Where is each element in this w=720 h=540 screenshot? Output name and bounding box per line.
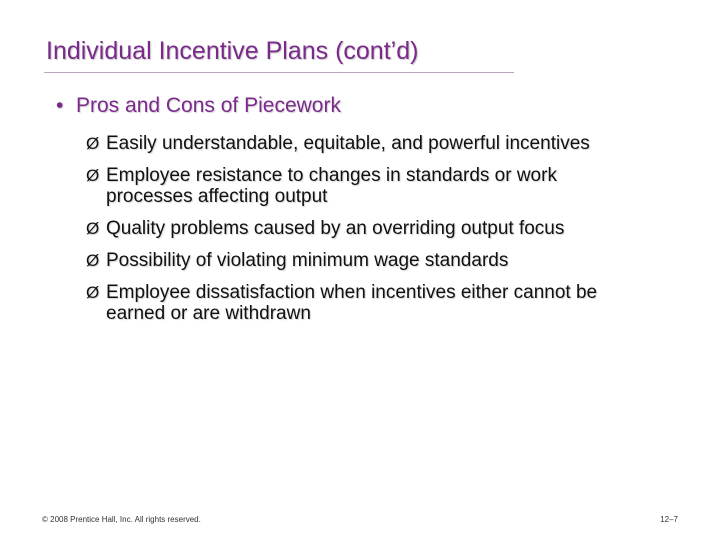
main-bullet-text: Pros and Cons of Piecework [76,94,341,117]
sub-bullet-text: Easily understandable, equitable, and powerful incentives [106,133,590,154]
copyright-footer: © 2008 Prentice Hall, Inc. All rights reserved. [42,515,201,524]
arrow-bullet-icon: Ø [86,251,100,270]
sub-bullet-text: Possibility of violating minimum wage standards [106,250,509,271]
arrow-bullet-icon: Ø [86,134,100,153]
sub-bullet-text: Employee resistance to changes in standards or work processes affecting output [106,165,557,207]
main-bullet [56,93,341,119]
arrow-bullet-icon: Ø [86,219,100,238]
sub-bullet-list [86,133,646,335]
sub-bullet-text: Employee dissatisfaction when incentives either cannot be earned or are withdrawn [106,282,598,324]
slide-title: Individual Incentive Plans (cont’d) [46,37,419,65]
sub-bullet-item [86,218,646,239]
arrow-bullet-icon: Ø [86,166,100,185]
sub-bullet-item [86,250,646,271]
slide-number: 12–7 [660,515,678,524]
title-underline [44,72,514,73]
bullet-dot-icon: • [56,94,64,117]
arrow-bullet-icon: Ø [86,283,100,302]
sub-bullet-item [86,282,646,324]
sub-bullet-text: Quality problems caused by an overriding output focus [106,218,565,239]
sub-bullet-item [86,165,646,207]
sub-bullet-item [86,133,646,154]
